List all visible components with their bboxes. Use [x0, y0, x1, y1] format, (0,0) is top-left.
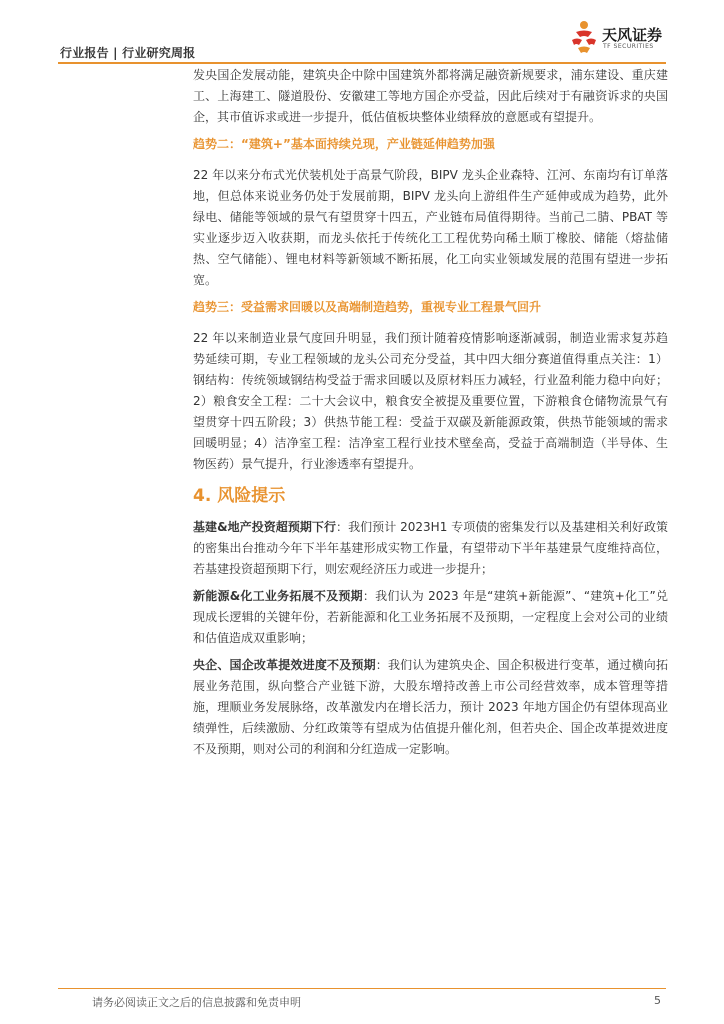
report-category: 行业报告 | 行业研究周报 [60, 46, 196, 60]
risk-item-soe-reform [193, 655, 668, 760]
main-content [193, 65, 668, 760]
risk-text: ：我们预计 2023H1 专项债的密集发行以及基建相关利好政策的密集出台推动今年下半年基建形成实物工作量，有望带动下半年基建景气度维持高位，若基建投资超预期下行，则宏观经济压力或进一步提升； [193, 520, 668, 576]
company-logo [568, 20, 688, 60]
paragraph-trend-three: 22 年以来制造业景气度回升明显，我们预计随着疫情影响逐渐减弱，制造业需求复苏趋势延续可期，专业工程领域的龙头公司充分受益，其中四大细分赛道值得重点关注：1）钢结构：传统领域钢结构受益于需求回暖以及原材料压力减轻，行业盈利能力稳中向好；2）粮食安全工程：二十大会议中，粮食安全被提及重要位置，下游粮食仓储物流景气有望贯穿十四五阶段；3）供热节能工程：受益于双碳及新能源政策，供热节能领域的需求回暖明显；4）洁净室工程：洁净室工程行业技术壁垒高，受益于高端制造（半导体、生物医药）景气提升，行业渗透率有望提升。 [193, 331, 668, 471]
risk-item-infrastructure [193, 517, 668, 580]
risk-item-new-energy [193, 586, 668, 649]
footer-divider [58, 988, 666, 989]
trend-two-heading: 趋势二：“建筑+”基本面持续兑现，产业链延伸趋势加强 [193, 137, 495, 151]
footer-disclaimer: 请务必阅读正文之后的信息披露和免责申明 [92, 996, 301, 1009]
trend-three-heading: 趋势三：受益需求回暖以及高端制造趋势，重视专业工程景气回升 [193, 300, 542, 314]
logo-text: 天风证券 [602, 26, 663, 44]
paragraph-trend-two: 22 年以来分布式光伏装机处于高景气阶段，BIPV 龙头企业森特、江河、东南均有订单落地，但总体来说业务仍处于发展前期，BIPV 龙头向上游组件生产延伸或成为趋势，此外绿电、储能等领域的景气有望贯穿十四五，产业链布局值得期待。当前己二腈、PBAT 等实业逐步迈入收获期，而龙头依托于传统化工工程优势向稀土顺丁橡胶、储能（熔盐储热、空气储能）、锂电材料等新领域不断拓展，化工向实业领域发展的范围有望进一步拓宽。 [193, 168, 668, 287]
section-title-risk: 4. 风险提示 [193, 486, 286, 506]
risk-lead: 新能源&化工业务拓展不及预期 [193, 589, 363, 603]
page-number: 5 [654, 994, 661, 1007]
logo-subtitle: TF SECURITIES [603, 43, 654, 50]
risk-text: ：我们认为建筑央企、国企积极进行变革，通过横向拓展业务范围，纵向整合产业链下游，大股东增持改善上市公司经营效率，成本管理等措施，理顺业务发展脉络，改革激发内在增长活力，预计 2023 年地方国企仍有望体现高业绩弹性，后续激励、分红政策等有望成为估值提升催化剂，但若央企、国企改革提效进度不及预期，则对公司的利润和分红造成一定影响。 [193, 658, 668, 756]
page-header [0, 0, 724, 64]
paragraph-intro: 发央国企发展动能，建筑央企中除中国建筑外都将满足融资新规要求，浦东建设、重庆建工、上海建工、隧道股份、安徽建工等地方国企亦受益，因此后续对于有融资诉求的央国企，其市值诉求或进一步提升，低估值板块整体业绩释放的意愿或有望提升。 [193, 68, 668, 124]
risk-lead: 基建&地产投资超预期下行 [193, 520, 337, 534]
logo-mark-icon [568, 20, 600, 56]
header-divider [58, 62, 666, 64]
risk-lead: 央企、国企改革提效进度不及预期 [193, 658, 376, 672]
risk-text: ：我们认为 2023 年是“建筑+新能源”、“建筑+化工”兑现成长逻辑的关键年份，若新能源和化工业务拓展不及预期，一定程度上会对公司的业绩和估值造成双重影响； [193, 589, 668, 645]
